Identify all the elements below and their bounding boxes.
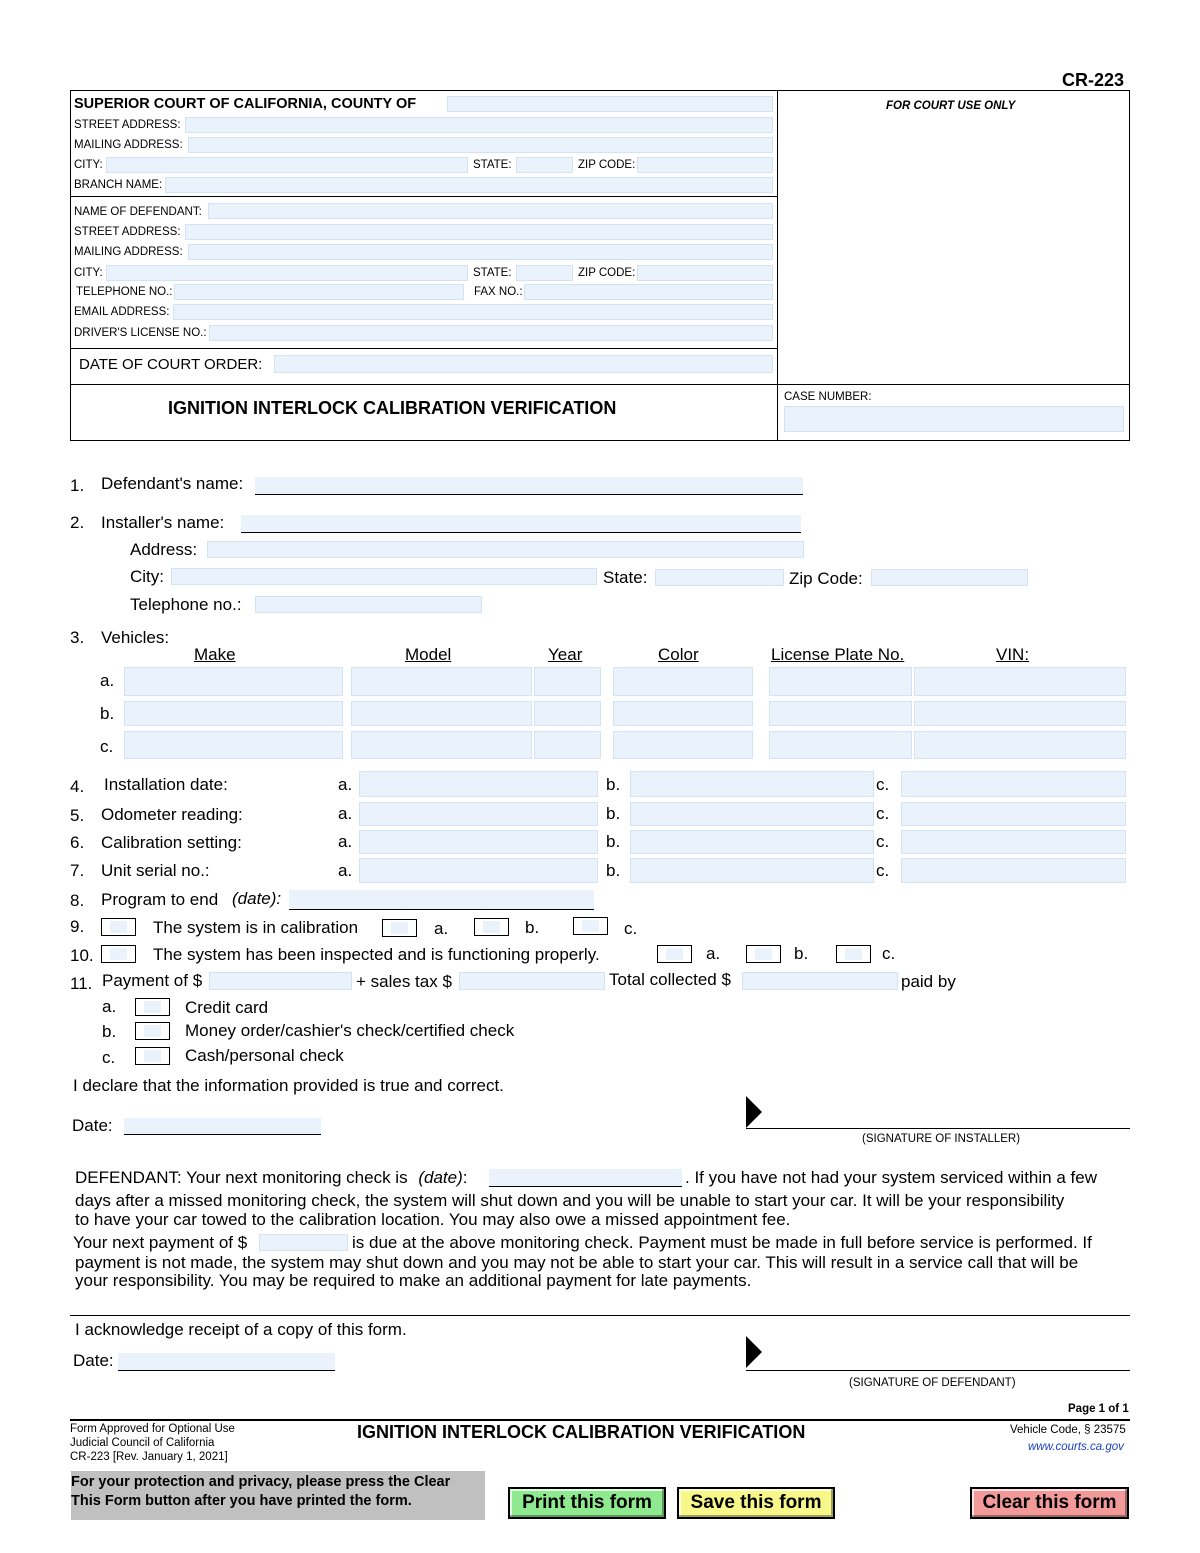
vehicle-b-make-input[interactable] — [124, 701, 343, 726]
next-check-date-input[interactable] — [489, 1169, 682, 1187]
sub-label-b: b. — [794, 944, 809, 963]
form-approved: Form Approved for Optional Use — [70, 1423, 235, 1435]
caption-left-border — [70, 90, 71, 441]
defendant-date-input[interactable] — [118, 1353, 335, 1371]
item-number: 3. — [70, 628, 85, 647]
column-make: Make — [194, 645, 236, 664]
serial-a-input[interactable] — [359, 858, 598, 883]
notice-line-2: days after a missed monitoring check, the system will shut down and you will be unable to start your car. It will be your responsibility — [75, 1191, 1065, 1210]
installation-date-label: Installation date: — [104, 775, 228, 794]
money-order-label: Money order/cashier's check/certified check — [185, 1021, 515, 1040]
footer-rule — [70, 1419, 1130, 1421]
item-number: 8. — [70, 891, 85, 910]
def-zip-input[interactable] — [637, 265, 773, 281]
def-city-input[interactable] — [106, 265, 468, 281]
caption-top-border — [70, 90, 1130, 91]
acknowledge-text: I acknowledge receipt of a copy of this form. — [75, 1320, 407, 1339]
sub-label-c: c. — [882, 944, 896, 963]
form-number: CR-223 — [1062, 70, 1125, 90]
vehicle-b-plate-input[interactable] — [769, 701, 912, 726]
item-number: 5. — [70, 806, 85, 825]
vehicle-b-year-input[interactable] — [534, 701, 601, 726]
defendant-signature-line[interactable] — [746, 1370, 1130, 1371]
state-label: State: — [603, 568, 648, 587]
court-zip-input[interactable] — [637, 157, 773, 173]
declaration-text: I declare that the information provided is true and correct. — [73, 1076, 504, 1095]
installer-name-input[interactable] — [241, 515, 801, 533]
vehicle-a-model-input[interactable] — [351, 667, 532, 696]
city-label: City: — [130, 567, 164, 586]
item-number: 9. — [70, 917, 85, 936]
date-order-label: DATE OF COURT ORDER: — [79, 356, 263, 373]
serial-label: Unit serial no.: — [101, 861, 210, 880]
address-label: Address: — [130, 540, 198, 559]
money-order-checkbox[interactable] — [135, 1022, 170, 1040]
def-state-label: STATE: — [473, 267, 512, 279]
calibration-c-checkbox[interactable] — [573, 917, 608, 935]
court-street-input[interactable] — [185, 117, 773, 133]
vehicle-code: Vehicle Code, § 23575 — [1010, 1424, 1126, 1436]
column-model: Model — [405, 645, 452, 664]
def-mailing-label: MAILING ADDRESS: — [74, 246, 183, 258]
form-title: IGNITION INTERLOCK CALIBRATION VERIFICATION — [168, 398, 617, 418]
caption-title-divider — [70, 384, 1130, 385]
calibration-b-checkbox[interactable] — [474, 918, 509, 936]
payment-rest: is due at the above monitoring check. Payment must be made in full before service is performed. If — [352, 1233, 1092, 1252]
calibration-a-checkbox[interactable] — [382, 919, 417, 937]
inspected-c-checkbox[interactable] — [836, 945, 871, 963]
court-state-input[interactable] — [516, 157, 573, 173]
payment-line-3: your responsibility. You may be required to make an additional payment for late payments. — [75, 1271, 752, 1290]
court-city-input[interactable] — [106, 157, 468, 173]
privacy-line-2: This Form button after you have printed the form. — [71, 1493, 412, 1509]
vehicle-b-model-input[interactable] — [351, 701, 532, 726]
revision: CR-223 [Rev. January 1, 2021] — [70, 1451, 228, 1463]
calibration-a-input[interactable] — [359, 830, 598, 854]
credit-card-label: Credit card — [185, 998, 269, 1017]
def-street-input[interactable] — [185, 224, 773, 240]
inspected-a-checkbox[interactable] — [657, 945, 692, 963]
vehicle-c-color-input[interactable] — [613, 731, 753, 759]
license-label: DRIVER'S LICENSE NO.: — [74, 327, 207, 339]
mailing-label: MAILING ADDRESS: — [74, 139, 183, 151]
installation-a-input[interactable] — [359, 771, 598, 797]
date-label: Date: — [73, 1351, 114, 1370]
sub-label-a: a. — [706, 944, 721, 963]
vehicles-label: Vehicles: — [101, 628, 170, 647]
sales-tax-input[interactable] — [459, 972, 605, 990]
credit-card-checkbox[interactable] — [135, 998, 170, 1016]
sub-label-c: c. — [876, 832, 890, 851]
def-telephone-input[interactable] — [174, 284, 464, 300]
def-fax-input[interactable] — [524, 284, 773, 300]
odometer-label: Odometer reading: — [101, 805, 243, 824]
sub-label-b: b. — [606, 861, 621, 880]
vehicle-a-color-input[interactable] — [613, 667, 753, 696]
calibration-label: Calibration setting: — [101, 833, 242, 852]
def-email-input[interactable] — [173, 304, 773, 320]
installer-telephone-input[interactable] — [255, 596, 482, 613]
state-label: STATE: — [473, 159, 512, 171]
installer-name-label: Installer's name: — [101, 513, 225, 532]
program-end-label: Program to end — [101, 890, 219, 909]
save-button[interactable]: Save this form — [677, 1487, 835, 1519]
vehicle-row-label: a. — [100, 671, 115, 690]
vehicle-a-plate-input[interactable] — [769, 667, 912, 696]
cash-checkbox[interactable] — [135, 1047, 170, 1065]
zip-label: Zip Code: — [789, 569, 863, 588]
branch-label: BRANCH NAME: — [74, 179, 163, 191]
calibration-c-input[interactable] — [901, 830, 1126, 854]
sub-label-b: b. — [606, 775, 621, 794]
print-button[interactable]: Print this form — [508, 1487, 666, 1519]
payment-of-label: Payment of $ — [102, 971, 203, 990]
installer-zip-input[interactable] — [871, 569, 1028, 586]
vehicle-row-label: b. — [100, 704, 115, 723]
vehicle-c-plate-input[interactable] — [769, 731, 912, 759]
vehicle-a-make-input[interactable] — [124, 667, 343, 696]
item-number: 1. — [70, 476, 85, 495]
city-label: CITY: — [74, 159, 103, 171]
installer-city-input[interactable] — [171, 568, 597, 585]
total-collected-label: Total collected $ — [609, 970, 731, 989]
def-state-input[interactable] — [516, 265, 573, 281]
def-zip-label: ZIP CODE: — [578, 267, 636, 279]
case-number-input[interactable] — [784, 406, 1124, 432]
notice-line-1-rest: . If you have not had your system serviced within a few — [685, 1168, 1097, 1187]
vehicle-a-year-input[interactable] — [534, 667, 601, 696]
notice-date-paren: (date) — [418, 1168, 463, 1187]
def-name-label: NAME OF DEFENDANT: — [74, 206, 202, 218]
calibration-b-input[interactable] — [630, 830, 874, 854]
column-vin: VIN: — [996, 645, 1030, 664]
court-label: SUPERIOR COURT OF CALIFORNIA, COUNTY OF — [74, 96, 417, 112]
odometer-c-input[interactable] — [901, 802, 1126, 826]
odometer-b-input[interactable] — [630, 802, 874, 826]
item-number: 11. — [70, 974, 93, 993]
court-mailing-input[interactable] — [188, 137, 773, 153]
pay-label-c: c. — [102, 1048, 116, 1067]
vehicle-b-color-input[interactable] — [613, 701, 753, 726]
installation-b-input[interactable] — [630, 771, 874, 797]
installer-state-input[interactable] — [655, 569, 784, 586]
caption-divider — [777, 90, 778, 441]
inspected-label: The system has been inspected and is functioning properly. — [153, 945, 600, 964]
defendant-signature-caption: (SIGNATURE OF DEFENDANT) — [849, 1377, 1016, 1389]
street-label: STREET ADDRESS: — [74, 119, 181, 131]
vehicle-row-label: c. — [100, 737, 114, 756]
paid-by-label: paid by — [901, 972, 956, 991]
notice-line-1 — [75, 1167, 467, 1188]
notice-lead: DEFENDANT: Your next monitoring check is — [75, 1168, 408, 1187]
notice-line-3: to have your car towed to the calibration location. You may also owe a missed appointment fee. — [75, 1210, 791, 1229]
sub-label-a: a. — [338, 861, 353, 880]
payment-amount-input[interactable] — [209, 972, 352, 990]
court-branch-input[interactable] — [165, 177, 773, 193]
item-number: 7. — [70, 861, 85, 880]
item-number: 10. — [70, 946, 94, 965]
installer-signature-line[interactable] — [746, 1128, 1130, 1129]
sub-label-c: c. — [876, 861, 890, 880]
def-street-label: STREET ADDRESS: — [74, 226, 181, 238]
date-label: Date: — [72, 1116, 113, 1135]
payment-line-2: payment is not made, the system may shut down and you may not be able to start your car. This will result in a service call that will be — [75, 1253, 1079, 1272]
footer-title: IGNITION INTERLOCK CALIBRATION VERIFICATION — [357, 1422, 806, 1442]
vehicle-c-vin-input[interactable] — [914, 731, 1126, 759]
def-mailing-input[interactable] — [188, 244, 773, 260]
item-number: 6. — [70, 833, 85, 852]
total-collected-input[interactable] — [742, 972, 898, 990]
installer-date-input[interactable] — [124, 1118, 321, 1135]
date-order-input[interactable] — [274, 355, 773, 373]
courts-url-link[interactable]: www.courts.ca.gov — [1028, 1441, 1124, 1453]
telephone-label: Telephone no.: — [130, 595, 242, 614]
program-end-date-input[interactable] — [289, 890, 594, 910]
odometer-a-input[interactable] — [359, 802, 598, 826]
sub-label-c: c. — [876, 775, 890, 794]
serial-b-input[interactable] — [630, 858, 874, 883]
inspected-checkbox[interactable] — [101, 945, 136, 963]
cash-label: Cash/personal check — [185, 1046, 344, 1065]
sub-label-c: c. — [876, 804, 890, 823]
signature-arrow-icon — [746, 1336, 762, 1368]
date-paren-label: (date): — [232, 889, 282, 908]
county-input[interactable] — [447, 96, 773, 112]
email-label: EMAIL ADDRESS: — [74, 306, 170, 318]
in-calibration-label: The system is in calibration — [153, 918, 359, 937]
judicial-council: Judicial Council of California — [70, 1437, 215, 1449]
column-year: Year — [548, 645, 583, 664]
case-number-label: CASE NUMBER: — [784, 391, 872, 403]
vehicle-c-model-input[interactable] — [351, 731, 532, 759]
sub-label-b: b. — [606, 832, 621, 851]
sales-tax-label: + sales tax $ — [356, 972, 452, 991]
installer-address-input[interactable] — [207, 541, 804, 558]
fax-label: FAX NO.: — [474, 286, 523, 298]
caption-bottom-border — [70, 440, 1130, 441]
page-number: Page 1 of 1 — [1068, 1403, 1129, 1415]
installation-c-input[interactable] — [901, 771, 1126, 797]
sub-label-a: a. — [338, 832, 353, 851]
notice-colon: : — [462, 1168, 468, 1187]
inspected-b-checkbox[interactable] — [746, 945, 781, 963]
installer-signature-caption: (SIGNATURE OF INSTALLER) — [862, 1133, 1021, 1145]
next-payment-input[interactable] — [259, 1234, 348, 1251]
section-divider — [70, 1315, 1130, 1316]
pay-label-b: b. — [102, 1022, 117, 1041]
column-color: Color — [658, 645, 699, 664]
vehicle-b-vin-input[interactable] — [914, 701, 1126, 726]
telephone-label: TELEPHONE NO.: — [76, 286, 173, 298]
sub-label-a: a. — [338, 775, 353, 794]
sub-label-c: c. — [624, 919, 638, 938]
vehicle-c-year-input[interactable] — [534, 731, 601, 759]
def-city-label: CITY: — [74, 267, 103, 279]
serial-c-input[interactable] — [901, 858, 1126, 883]
sub-label-b: b. — [606, 804, 621, 823]
zip-label: ZIP CODE: — [578, 159, 636, 171]
sub-label-a: a. — [338, 804, 353, 823]
defendant-name-input[interactable] — [255, 477, 803, 495]
court-use-label: FOR COURT USE ONLY — [886, 100, 1016, 112]
privacy-notice — [71, 1471, 485, 1520]
payment-lead: Your next payment of $ — [73, 1233, 248, 1252]
def-name-input[interactable] — [208, 203, 773, 219]
caption-section-divider — [70, 348, 777, 349]
sub-label-a: a. — [434, 919, 449, 938]
pay-label-a: a. — [102, 997, 117, 1016]
def-license-input[interactable] — [209, 325, 773, 341]
vehicle-c-make-input[interactable] — [124, 731, 343, 759]
defendant-name-label: Defendant's name: — [101, 474, 244, 493]
signature-arrow-icon — [746, 1096, 762, 1128]
in-calibration-checkbox[interactable] — [101, 918, 136, 936]
privacy-line-1: For your protection and privacy, please press the Clear — [71, 1474, 451, 1490]
item-number: 2. — [70, 513, 85, 532]
vehicle-a-vin-input[interactable] — [914, 667, 1126, 696]
caption-right-border — [1129, 90, 1130, 441]
caption-section-divider — [70, 196, 777, 197]
clear-button[interactable]: Clear this form — [970, 1487, 1129, 1519]
item-number: 4. — [70, 777, 85, 796]
column-license-plate: License Plate No. — [771, 645, 905, 664]
sub-label-b: b. — [525, 918, 540, 937]
